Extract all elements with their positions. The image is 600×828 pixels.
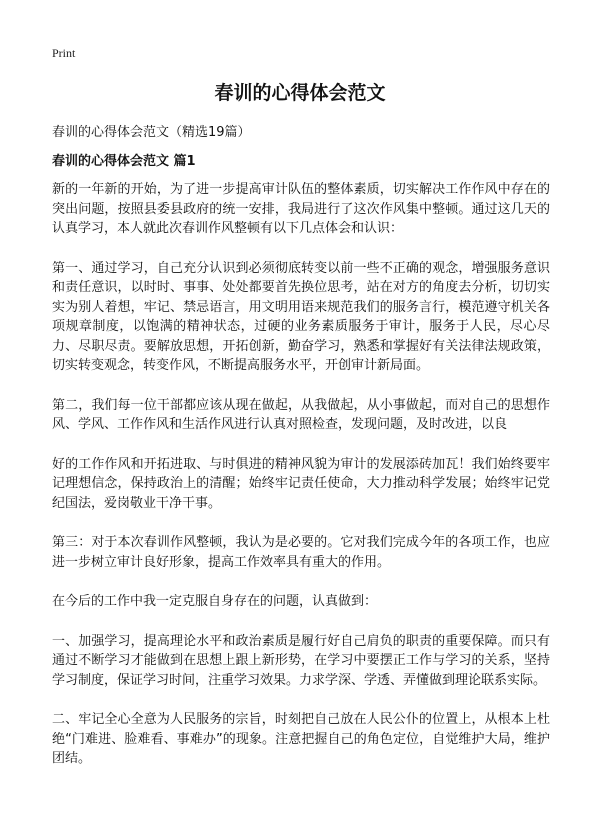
paragraph-5: 第三：对于本次春训作风整顿，我认为是必要的。它对我们完成今年的各项工作，也应进一步树立审计良好形象，提高工作效率具有重大的作用。	[52, 535, 550, 570]
paragraph-1: 新的一年新的开始，为了进一步提高审计队伍的整体素质，切实解决工作作风中存在的突出问题，按照县委县政府的统一安排，我局进行了这次作风集中整顿。通过这几天的认真学习，本人就此次春训作风整顿有以下几点体会和认识：	[52, 182, 550, 236]
print-link[interactable]: Print	[52, 46, 76, 60]
page-title: 春训的心得体会范文	[214, 82, 386, 104]
paragraph-6: 在今后的工作中我一定克服自身存在的问题，认真做到：	[52, 594, 378, 609]
section-heading: 春训的心得体会范文 篇1	[52, 154, 196, 169]
document-subtitle: 春训的心得体会范文（精选19篇）	[52, 125, 251, 140]
paragraph-2: 第一、通过学习，自己充分认识到必须彻底转变以前一些不正确的观念，增强服务意识和责任意识，以时时、事事、处处都要首先换位思考，站在对方的角度去分析，切切实实为别人着想，牢记、禁忌语言，用文明用语来规范我们的服务言行，模范遵守机关各项规章制度，以饱满的精神状态，过硬的业务素质服务于审计，服务于人民，尽心尽力、尽职尽责。要解放思想，开拓创新，勤奋学习，熟悉和掌握好有关法律法规政策，切实转变观念，转变作风，不断提高服务水平，开创审计新局面。	[52, 260, 550, 373]
document-body	[52, 180, 550, 789]
paragraph-7: 一、加强学习，提高理论水平和政治素质是履行好自己肩负的职责的重要保障。而只有通过不断学习才能做到在思想上跟上新形势，在学习中要摆正工作与学习的关系，坚持学习制度，保证学习时间，注重学习效果。力求学深、学透、弄懂做到理论联系实际。	[52, 633, 550, 688]
paragraph-3: 第二，我们每一位干部都应该从现在做起，从我做起，从小事做起，而对自己的思想作风、学风、工作作风和生活作风进行认真对照检查，发现问题，及时改进，以良	[52, 397, 550, 432]
paragraph-8: 二、牢记全心全意为人民服务的宗旨，时刻把自己放在人民公仆的位置上，从根本上杜绝“门难进、脸难看、事难办”的现象。注意把握自己的角色定位，自觉维护大局，维护团结。	[52, 712, 550, 766]
paragraph-4: 好的工作作风和开拓进取、与时俱进的精神风貌为审计的发展添砖加瓦！我们始终要牢记理想信念，保持政治上的清醒；始终牢记责任使命，大力推动科学发展；始终牢记党纪国法，爱岗敬业干净干事。	[52, 456, 550, 511]
